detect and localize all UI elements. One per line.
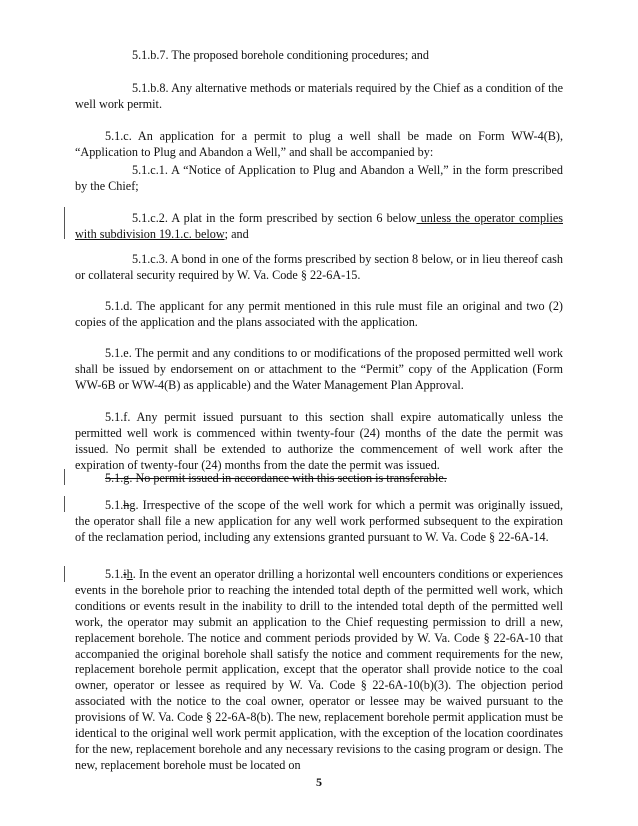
revision-bar: [64, 496, 65, 512]
text-run: . In the event an operator drilling a horizontal well encounters conditions or experiences events in the borehole prior to reaching the intended total depth of the permitted well work, which conditions or events result in the inability to drill to the intended total depth of the permitted well work, the operator may submit an application to the Chief requesting permission to drill a new, replacement borehole. The notice and comment periods provided by W. Va. Code § 22-6A-10 that accompanied the original borehole shall satisfy the notice and comment requirements for the new, replacement borehole permit application, except that the operator shall provide notice to the coal owner, operator or lessee as required by W. Va. Code § 22-6A-10(b)(3). The objection period associated with the notice to the coal owner, operator or lessee may be waived pursuant to the provisions of W. Va. Code § 22-6A-8(b). The new, replacement borehole permit application must be identical to the original well work permit application, with the exception of the location coordinates for the new, replacement borehole and any necessary revisions to the casing program or design. The new, replacement borehole must be located on: [75, 567, 563, 772]
text-run: . Irrespective of the scope of the well work for which a permit was originally issued, the operator shall file a new application for any well work performed subsequent to the expiration of the reclamation period, including any extensions granted pursuant to W. Va. Code § 22-6A-14.: [75, 498, 563, 544]
paragraph-5-1-d: 5.1.d. The applicant for any permit mentioned in this rule must file an original and two (2) copies of the application and the plans associated with the application.: [75, 299, 563, 329]
paragraph-5-1-h: [75, 567, 563, 774]
paragraph-5-1-g: [75, 497, 563, 545]
paragraph-5-1-b-7: 5.1.b.7. The proposed borehole conditioning procedures; and: [132, 48, 429, 62]
paragraph-5-1-f: 5.1.f. Any permit issued pursuant to this section shall expire automatically unless the permitted well work is commenced within twenty-four (24) months of the date the permit was issued. No permit shall be extended to authorize the commencement of well work after the expiration of twenty-four (24) months from the date the permit was issued.: [75, 410, 563, 472]
text-run: 5.1.: [105, 498, 124, 512]
deleted-text: i: [123, 567, 127, 581]
inserted-text: g: [129, 498, 136, 512]
inserted-text: unless the operator complies with subdivision 19.1.c. below: [75, 211, 563, 241]
text-run: ; and: [224, 227, 249, 241]
paragraph-5-1-c: 5.1.c. An application for a permit to plug a well shall be made on Form WW-4(B), “Application to Plug and Abandon a Well,” and shall be accompanied by:: [75, 129, 563, 159]
paragraph-5-1-g-deleted: 5.1.g. No permit issued in accordance with this section is transferable.: [105, 471, 447, 485]
revision-bar: [64, 207, 65, 239]
text-run: 5.1.: [105, 567, 124, 581]
inserted-text: h: [126, 567, 133, 581]
revision-bar: [64, 469, 65, 485]
text-run: 5.1.c.2. A plat in the form prescribed by section 6 below: [132, 211, 417, 225]
revision-bar: [64, 566, 65, 582]
paragraph-5-1-c-2: [75, 210, 563, 242]
page-number: 5: [316, 775, 322, 789]
paragraph-5-1-e: 5.1.e. The permit and any conditions to or modifications of the proposed permitted well work shall be issued by endorsement on or attachment to the “Permit” copy of the Application (Form WW-6B or WW-4(B) as applicable) and the Water Management Plan Approval.: [75, 346, 563, 392]
paragraph-5-1-c-1: 5.1.c.1. A “Notice of Application to Plug and Abandon a Well,” in the form prescribed by the Chief;: [75, 163, 563, 193]
paragraph-5-1-b-8: 5.1.b.8. Any alternative methods or materials required by the Chief as a condition of the well work permit.: [75, 81, 563, 111]
paragraph-5-1-c-3: 5.1.c.3. A bond in one of the forms prescribed by section 8 below, or in lieu thereof cash or collateral security required by W. Va. Code § 22-6A-15.: [75, 252, 563, 282]
deleted-text: h: [123, 498, 130, 512]
